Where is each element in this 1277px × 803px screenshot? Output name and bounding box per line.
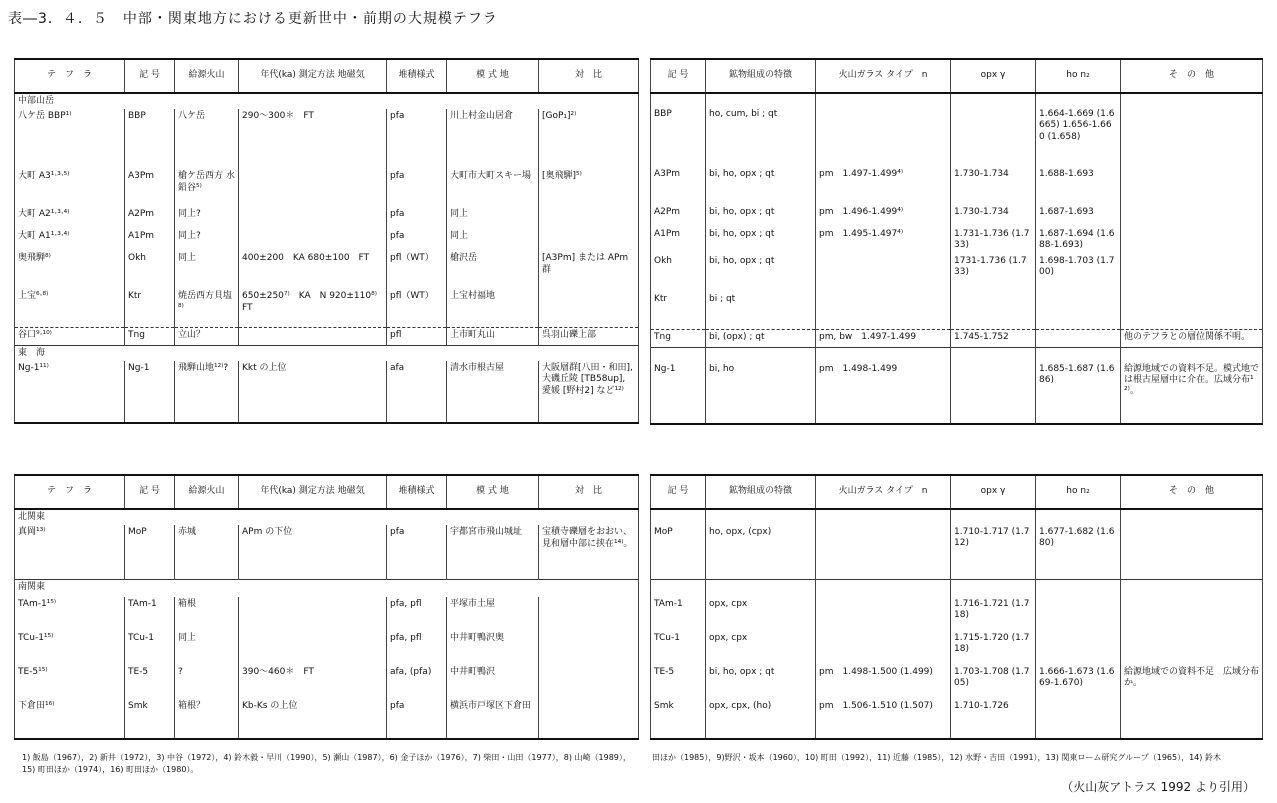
table-cell — [1121, 107, 1263, 167]
table-cell: TCu-1¹⁵⁾ — [15, 631, 125, 665]
table-cell: pfa — [387, 699, 447, 739]
table-cell — [1121, 167, 1263, 205]
table-cell — [1121, 205, 1263, 227]
table-cell: 1.716-1.721 (1.718) — [951, 597, 1036, 631]
table-cell — [951, 107, 1036, 167]
table-cell — [1121, 597, 1263, 631]
table-cell: Smk — [651, 699, 706, 739]
table-row — [651, 348, 1263, 362]
table-cell: [A3Pm] または APm 群 — [539, 251, 639, 289]
table-row — [651, 699, 1263, 739]
table-cell — [951, 348, 1036, 362]
table-cell: 中井町鴨沢 — [447, 665, 539, 699]
table-cell: Ng-1 — [651, 362, 706, 424]
footnote-right: 田ほか（1985），9)野沢・坂本（1960），10) 町田（1992），11) 近藤（1985），12) 水野・吉田（1991），13) 関東ローム研究グループ（1965），14) 鈴木 — [652, 753, 1221, 762]
table-cell: bi, ho, opx ; qt — [706, 167, 816, 205]
col-correlation: 対 比 — [539, 59, 639, 93]
table-cell: Tng — [651, 330, 706, 348]
table-cell — [1036, 579, 1121, 597]
table-row — [651, 579, 1263, 597]
table-cell: 下倉田¹⁶⁾ — [15, 699, 125, 739]
col-type-locality: 模 式 地 — [447, 475, 539, 509]
table-cell — [1036, 348, 1121, 362]
table-cell: BBP — [125, 109, 175, 169]
table-row — [15, 169, 639, 207]
table-cell: 650±250⁷⁾ KA N 920±110⁸⁾ FT — [239, 289, 387, 327]
table-cell — [816, 348, 951, 362]
table-cell — [1121, 631, 1263, 665]
table-cell: BBP — [651, 107, 706, 167]
col-correlation: 対 比 — [539, 475, 639, 509]
table-cell: pm 1.497-1.499⁴⁾ — [816, 167, 951, 205]
table-cell: 立山？ — [175, 327, 239, 345]
table-cell: 谷口⁹·¹⁰⁾ — [15, 327, 125, 345]
table-cell: 川上村金山居倉 — [447, 109, 539, 169]
table-cell — [239, 207, 387, 229]
table-row — [651, 631, 1263, 665]
table-cell: bi, ho, opx ; qt — [706, 227, 816, 254]
table-cell — [239, 327, 387, 345]
group-heading: 中部山岳 — [15, 93, 639, 109]
table-cell: Kkt の上位 — [239, 361, 387, 423]
table-cell — [539, 699, 639, 739]
table-cell — [1036, 631, 1121, 665]
table-cell: 宝積寺礫層をおおい、見和層中部に挟在¹⁴⁾。 — [539, 525, 639, 579]
table-cell — [1036, 509, 1121, 525]
table-cell: [GoP₁]²⁾ — [539, 109, 639, 169]
table-cell: Ktr — [125, 289, 175, 327]
table-cell: A3Pm — [651, 167, 706, 205]
table-row — [15, 345, 639, 361]
table-cell: 同上 — [175, 251, 239, 289]
table-cell: 槍ケ岳西方 水鉛谷⁵⁾ — [175, 169, 239, 207]
table-cell — [1036, 699, 1121, 739]
table-cell: afa — [387, 361, 447, 423]
table-cell: pm 1.498-1.500 (1.499) — [816, 665, 951, 699]
table-cell — [1036, 292, 1121, 330]
table-cell: opx, cpx, (ho) — [706, 699, 816, 739]
table-cell: ho, opx, (cpx) — [706, 525, 816, 579]
group-heading: 北関東 — [15, 509, 639, 525]
bottom-left-table — [14, 474, 639, 740]
table-cell: Smk — [125, 699, 175, 739]
col-source-volcano: 給源火山 — [175, 475, 239, 509]
table-row — [651, 107, 1263, 167]
table-cell: 1.703-1.708 (1.705) — [951, 665, 1036, 699]
source-citation: （火山灰アトラス 1992 より引用） — [1061, 780, 1255, 794]
table-row — [15, 665, 639, 699]
table-cell: 真岡¹³⁾ — [15, 525, 125, 579]
table-cell: 槍沢岳 — [447, 251, 539, 289]
table-cell: pfl — [387, 327, 447, 345]
col-glass: 火山ガラス タイプ n — [816, 59, 951, 93]
footnote-left: 1) 飯島（1967），2) 新井（1972），3) 中谷（1972），4) 鈴木毅・早川（1990），5) 瀬山（1987），6) 金子ほか（1976），7) 柴田・山田（1977），8) 山崎（1989），15) 町田ほか（1974），16) 町田ほか（1980）。 — [22, 753, 631, 774]
table-row — [15, 229, 639, 251]
top-right-table — [650, 58, 1263, 425]
table-cell: pm 1.496-1.499⁴⁾ — [816, 205, 951, 227]
col-deposit: 堆積様式 — [387, 475, 447, 509]
table-cell: 1.715-1.720 (1.718) — [951, 631, 1036, 665]
table-cell: 1.664-1.669 (1.6665) 1.656-1.660 (1.658) — [1036, 107, 1121, 167]
table-cell: 給源地域での資料不足。模式地では根古屋層中に介在。広域分布¹²⁾。 — [1121, 362, 1263, 424]
table-cell — [651, 93, 706, 107]
table-cell: 1.730-1.734 — [951, 167, 1036, 205]
table-cell: TCu-1 — [125, 631, 175, 665]
table-cell: 宇都宮市飛山城址 — [447, 525, 539, 579]
table-cell: pfl（WT） — [387, 289, 447, 327]
table-cell: pm, bw 1.497-1.499 — [816, 330, 951, 348]
table-cell: Ng-1¹¹⁾ — [15, 361, 125, 423]
table-cell — [816, 579, 951, 597]
table-cell: 同上? — [175, 229, 239, 251]
header-row — [651, 475, 1263, 509]
col-source-volcano: 給源火山 — [175, 59, 239, 93]
table-cell: 同上 — [447, 229, 539, 251]
table-cell: 1.698-1.703 (1.700) — [1036, 254, 1121, 292]
table-cell: 1.677-1.682 (1.680) — [1036, 525, 1121, 579]
table-cell — [706, 509, 816, 525]
table-cell — [539, 665, 639, 699]
group-heading: 東 海 — [15, 345, 639, 361]
table-cell — [539, 597, 639, 631]
table-cell — [951, 362, 1036, 424]
table-cell: ? — [175, 665, 239, 699]
table-cell — [239, 169, 387, 207]
table-cell: TAm-1¹⁵⁾ — [15, 597, 125, 631]
table-cell: pfa — [387, 169, 447, 207]
table-cell — [1121, 699, 1263, 739]
table-cell: TE-5 — [125, 665, 175, 699]
table-cell: afa, (pfa) — [387, 665, 447, 699]
table-cell — [816, 597, 951, 631]
table-cell: TE-5¹⁵⁾ — [15, 665, 125, 699]
table-cell: 1.687-1.694 (1.688-1.693) — [1036, 227, 1121, 254]
table-cell: 1.710-1.726 — [951, 699, 1036, 739]
table-cell: Okh — [125, 251, 175, 289]
col-opx: opx γ — [951, 59, 1036, 93]
table-cell: Ktr — [651, 292, 706, 330]
table-cell: pfl（WT） — [387, 251, 447, 289]
table-cell: opx, cpx — [706, 631, 816, 665]
table-cell: 1.730-1.734 — [951, 205, 1036, 227]
table-cell: 平塚市土屋 — [447, 597, 539, 631]
col-age: 年代(ka) 測定方法 地磁気 — [239, 59, 387, 93]
group-heading: 南関東 — [15, 579, 639, 597]
table-cell — [1036, 93, 1121, 107]
table-cell: 400±200 KA 680±100 FT — [239, 251, 387, 289]
table-cell: 同上 — [175, 631, 239, 665]
col-deposit: 堆積様式 — [387, 59, 447, 93]
table-row — [15, 361, 639, 423]
table-cell — [816, 509, 951, 525]
table-cell — [539, 207, 639, 229]
table-cell: bi, (opx) ; qt — [706, 330, 816, 348]
table-cell: pfa — [387, 229, 447, 251]
table-cell — [1121, 292, 1263, 330]
table-cell — [1121, 254, 1263, 292]
table-cell: bi, ho, opx ; qt — [706, 205, 816, 227]
table-cell: 箱根？ — [175, 699, 239, 739]
col-ho: ho n₂ — [1036, 59, 1121, 93]
table-cell: 飛騨山地¹²⁾? — [175, 361, 239, 423]
table-cell: pfa — [387, 525, 447, 579]
table-cell: TE-5 — [651, 665, 706, 699]
table-cell: 呉羽山礫上部 — [539, 327, 639, 345]
table-cell: 大町市大町スキー場 — [447, 169, 539, 207]
col-mineral: 鉱物組成の特徴 — [706, 59, 816, 93]
table-cell: 1.685-1.687 (1.686) — [1036, 362, 1121, 424]
table-cell: bi, ho, opx ; qt — [706, 665, 816, 699]
table-cell — [239, 631, 387, 665]
table-cell: 1.688-1.693 — [1036, 167, 1121, 205]
table-cell — [951, 579, 1036, 597]
table-cell: bi ; qt — [706, 292, 816, 330]
table-cell: 同上 — [447, 207, 539, 229]
table-cell: ho, cum, bi ; qt — [706, 107, 816, 167]
col-symbol: 記 号 — [651, 59, 706, 93]
table-cell — [239, 597, 387, 631]
table-row — [651, 254, 1263, 292]
table-cell: 1.745-1.752 — [951, 330, 1036, 348]
table-row — [15, 109, 639, 169]
table-cell — [539, 631, 639, 665]
table-title: 表―3．４．５ 中部・関東地方における更新世中・前期の大規模テフラ — [8, 11, 498, 27]
table-cell: opx, cpx — [706, 597, 816, 631]
table-cell: 上宝⁶·⁸⁾ — [15, 289, 125, 327]
table-cell: Kb-Ks の上位 — [239, 699, 387, 739]
table-row — [15, 509, 639, 525]
table-cell: A1Pm — [651, 227, 706, 254]
table-cell: TAm-1 — [651, 597, 706, 631]
header-row — [651, 59, 1263, 93]
table-cell — [816, 93, 951, 107]
table-cell — [1121, 93, 1263, 107]
col-other: そ の 他 — [1121, 475, 1263, 509]
table-cell: 1.666-1.673 (1.669-1.670) — [1036, 665, 1121, 699]
table-row — [15, 699, 639, 739]
table-cell: Ng-1 — [125, 361, 175, 423]
header-row — [15, 475, 639, 509]
table-cell: 1731-1.736 (1.733) — [951, 254, 1036, 292]
table-cell — [651, 348, 706, 362]
col-age: 年代(ka) 測定方法 地磁気 — [239, 475, 387, 509]
table-cell: pm 1.498-1.499 — [816, 362, 951, 424]
table-row — [15, 251, 639, 289]
table-cell — [651, 509, 706, 525]
table-cell: 中井町鴨沢奥 — [447, 631, 539, 665]
table-cell: 390〜460＊ FT — [239, 665, 387, 699]
table-cell — [816, 525, 951, 579]
col-tephra: テ フ ラ — [15, 59, 125, 93]
table-cell: 1.710-1.717 (1.712) — [951, 525, 1036, 579]
table-row — [651, 292, 1263, 330]
table-row — [651, 509, 1263, 525]
table-row — [651, 330, 1263, 348]
table-cell — [1121, 525, 1263, 579]
table-row — [15, 327, 639, 345]
col-symbol: 記 号 — [651, 475, 706, 509]
table-cell — [651, 579, 706, 597]
table-cell — [1121, 227, 1263, 254]
table-cell — [951, 509, 1036, 525]
table-cell: 焼岳西方貝塩⁸⁾ — [175, 289, 239, 327]
table-cell: 上宝村福地 — [447, 289, 539, 327]
table-cell: TCu-1 — [651, 631, 706, 665]
table-cell: 大町 A3¹·³·⁵⁾ — [15, 169, 125, 207]
col-mineral: 鉱物組成の特徴 — [706, 475, 816, 509]
table-cell — [539, 229, 639, 251]
table-row — [15, 579, 639, 597]
table-cell: A1Pm — [125, 229, 175, 251]
table-cell: APm の下位 — [239, 525, 387, 579]
col-symbol: 記 号 — [125, 475, 175, 509]
table-cell: 1.687-1.693 — [1036, 205, 1121, 227]
table-cell: bi, ho, opx ; qt — [706, 254, 816, 292]
table-cell — [1121, 348, 1263, 362]
table-cell — [706, 93, 816, 107]
table-cell: Tng — [125, 327, 175, 345]
header-row — [15, 59, 639, 93]
table-cell: 290〜300＊ FT — [239, 109, 387, 169]
table-row — [15, 207, 639, 229]
table-row — [651, 227, 1263, 254]
table-cell — [951, 292, 1036, 330]
table-cell — [1036, 597, 1121, 631]
table-cell — [706, 348, 816, 362]
col-opx: opx γ — [951, 475, 1036, 509]
table-cell: A2Pm — [651, 205, 706, 227]
table-cell — [539, 289, 639, 327]
col-glass: 火山ガラス タイプ n — [816, 475, 951, 509]
table-cell — [706, 579, 816, 597]
table-row — [15, 597, 639, 631]
table-cell: 八ケ岳 — [175, 109, 239, 169]
table-row — [15, 525, 639, 579]
col-tephra: テ フ ラ — [15, 475, 125, 509]
table-cell: MoP — [125, 525, 175, 579]
table-row — [15, 289, 639, 327]
table-row — [15, 631, 639, 665]
table-cell: pm 1.495-1.497⁴⁾ — [816, 227, 951, 254]
table-row — [651, 665, 1263, 699]
table-cell: 横浜市戸塚区下倉田 — [447, 699, 539, 739]
table-cell: 1.731-1.736 (1.733) — [951, 227, 1036, 254]
table-cell — [239, 229, 387, 251]
table-row — [651, 525, 1263, 579]
table-cell: Okh — [651, 254, 706, 292]
table-cell: 八ケ岳 BBP¹⁾ — [15, 109, 125, 169]
table-cell: 大町 A1¹·³·⁴⁾ — [15, 229, 125, 251]
col-type-locality: 模 式 地 — [447, 59, 539, 93]
table-cell: pfa — [387, 109, 447, 169]
table-cell: 清水市根古屋 — [447, 361, 539, 423]
table-row — [651, 362, 1263, 424]
table-cell: 赤城 — [175, 525, 239, 579]
table-cell: pfa, pfl — [387, 597, 447, 631]
col-ho: ho n₂ — [1036, 475, 1121, 509]
table-cell — [1121, 579, 1263, 597]
table-cell: [奥飛騨]⁵⁾ — [539, 169, 639, 207]
table-row — [651, 93, 1263, 107]
table-row — [651, 205, 1263, 227]
table-cell: 同上? — [175, 207, 239, 229]
table-cell: A2Pm — [125, 207, 175, 229]
table-cell: MoP — [651, 525, 706, 579]
table-row — [651, 167, 1263, 205]
table-cell — [816, 292, 951, 330]
table-cell: pfa, pfl — [387, 631, 447, 665]
table-cell: pm 1.506-1.510 (1.507) — [816, 699, 951, 739]
table-row — [651, 597, 1263, 631]
table-cell — [816, 107, 951, 167]
table-cell: 他のテフラとの層位関係不明。 — [1121, 330, 1263, 348]
table-cell: pfa — [387, 207, 447, 229]
table-cell: TAm-1 — [125, 597, 175, 631]
table-cell: 奥飛騨⁸⁾ — [15, 251, 125, 289]
table-cell: A3Pm — [125, 169, 175, 207]
col-other: そ の 他 — [1121, 59, 1263, 93]
top-left-table — [14, 58, 639, 424]
table-cell: bi, ho — [706, 362, 816, 424]
table-cell: 上市町丸山 — [447, 327, 539, 345]
table-cell — [816, 631, 951, 665]
table-cell: 大阪層群[八田・和田], 大磯丘陵 [TB58up], 愛媛 [野村2] など¹²⁾ — [539, 361, 639, 423]
table-cell: 箱根 — [175, 597, 239, 631]
table-cell — [1036, 330, 1121, 348]
table-row — [15, 93, 639, 109]
table-cell — [1121, 509, 1263, 525]
table-cell: 大町 A2¹·³·⁴⁾ — [15, 207, 125, 229]
table-cell — [951, 93, 1036, 107]
bottom-right-table — [650, 474, 1263, 740]
table-cell — [816, 254, 951, 292]
table-cell: 給源地域での資料不足 広域分布か。 — [1121, 665, 1263, 699]
col-symbol: 記 号 — [125, 59, 175, 93]
